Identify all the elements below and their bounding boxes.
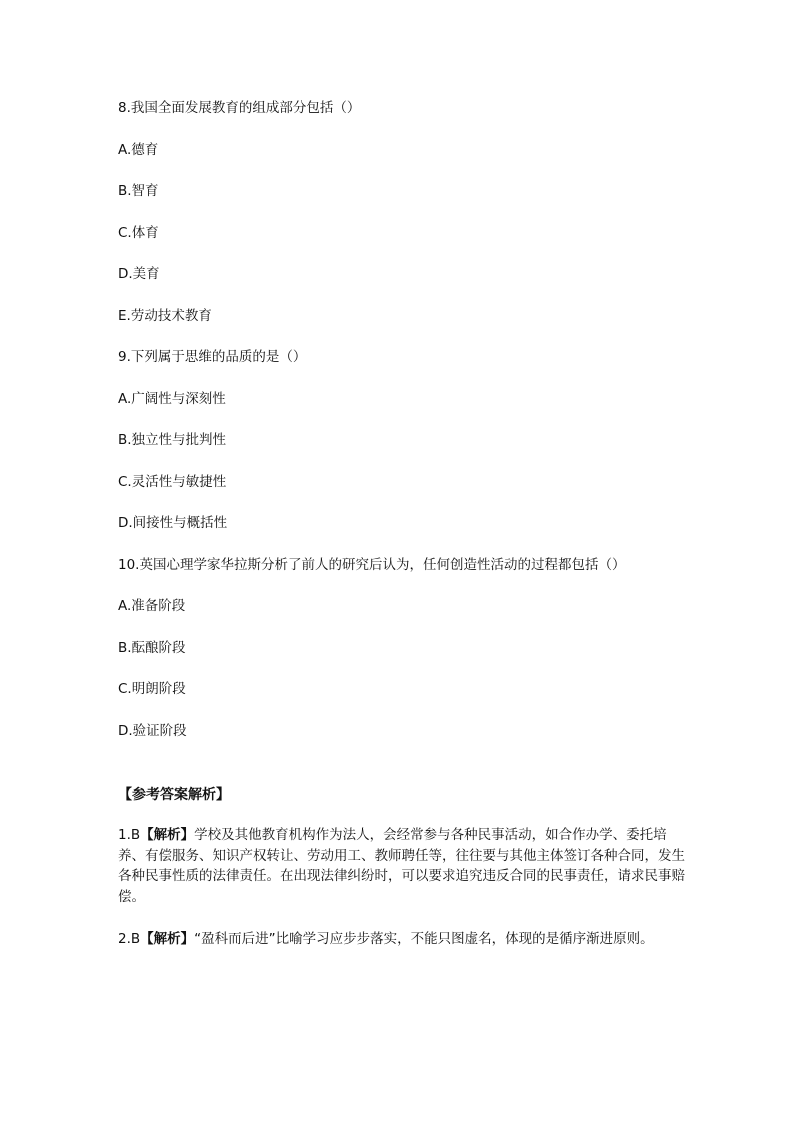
question-8-option-a: A.德育 (118, 142, 159, 158)
question-8-option-c: C.体育 (118, 225, 159, 241)
answer-1 (118, 825, 688, 907)
question-9-option-c: C.灵活性与敏捷性 (118, 474, 227, 490)
question-8-text: 8.我国全面发展教育的组成部分包括（） (118, 100, 361, 116)
question-9-option-b: B.独立性与批判性 (118, 432, 227, 448)
question-9-option-a: A.广阔性与深刻性 (118, 391, 226, 407)
answer-1-text: 学校及其他教育机构作为法人，会经常参与各种民事活动，如合作办学、委托培养、有偿服务、知识产权转让、劳动用工、教师聘任等，往往要与其他主体签订各种合同，发生各种民事性质的法律责任。在出现法律纠纷时，可以要求追究违反合同的民事责任，请求民事赔偿。 (118, 827, 685, 905)
question-10-option-d: D.验证阶段 (118, 723, 187, 739)
question-10-option-a: A.准备阶段 (118, 598, 186, 614)
question-8-option-e: E.劳动技术教育 (118, 308, 212, 324)
question-10-option-c: C.明朗阶段 (118, 681, 186, 697)
question-8-option-d: D.美育 (118, 266, 160, 282)
answer-2-text: “盈科而后进”比喻学习应步步落实，不能只图虚名，体现的是循序渐进原则。 (194, 931, 654, 947)
question-8-option-b: B.智育 (118, 183, 159, 199)
question-10-option-b: B.酝酿阶段 (118, 640, 186, 656)
question-9-text: 9.下列属于思维的品质的是（） (118, 349, 307, 365)
answers-heading: 【参考答案解析】 (118, 787, 230, 803)
question-10-text: 10.英国心理学家华拉斯分析了前人的研究后认为，任何创造性活动的过程都包括（） (118, 557, 626, 573)
answer-2 (118, 929, 718, 950)
answer-2-tag: 【解析】 (140, 931, 195, 947)
answer-1-tag: 【解析】 (140, 827, 195, 843)
answer-1-prefix: 1.B (118, 827, 141, 843)
question-9-option-d: D.间接性与概括性 (118, 515, 228, 531)
answer-2-prefix: 2.B (118, 931, 141, 947)
